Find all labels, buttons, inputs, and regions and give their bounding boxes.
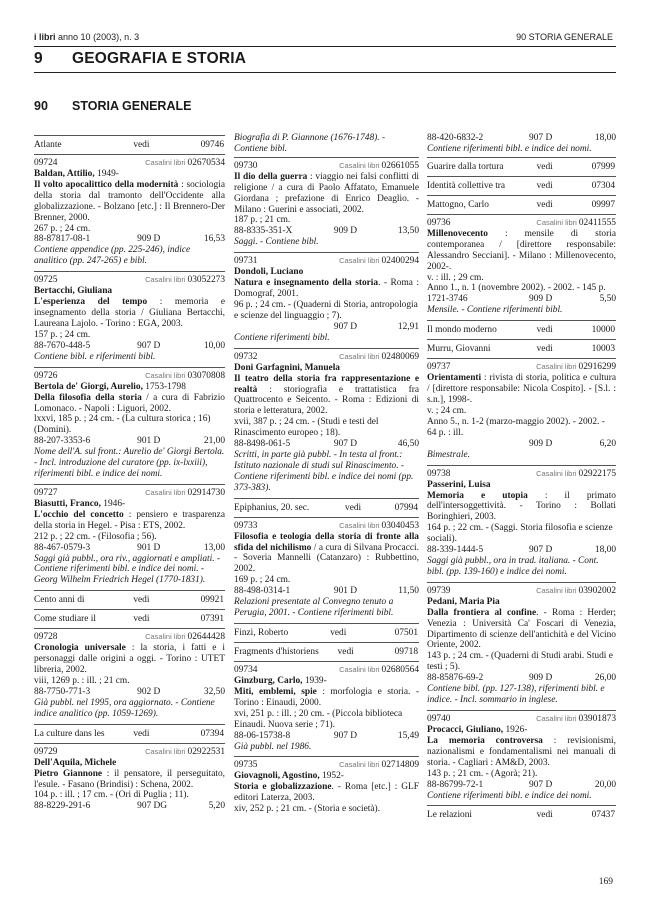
chapter-heading: 9 GEOGRAFIA E STORIA [34, 50, 247, 67]
catalog-entry: 09731 Casalini libri 02400294 Dondoli, Luciano Natura e insegnamento della storia. - Roma : Domograf, 2001. 96 p. ; 24 cm. - (Quaderni di Storia, antropologia e scienze del linguaggio ; 7). 907 D 12,91 Contiene riferimenti bibl. [234, 256, 419, 343]
catalog-entry: 09736 Casalini libri 02411555 Millenovecento : mensile di storia contemporanea / [direttore responsabile: Alessandro Secciani]. - Milano : Millenovecento, 2002-. v. : ill. ; 29 cm. Anno 1., n. 1 (novembre 2002). - 2002. - 145 p. 1721-3746 909 D 5,50 Mensile. - Contiene riferimenti bibl. [427, 217, 616, 316]
cross-reference: Come studiare il vedi 07391 [34, 614, 224, 625]
continued-note: Biografia di P. Giannone (1676-1748). - Contiene bibl. [234, 133, 386, 154]
catalog-entry: 09727 Casalini libri 02914730 Biasutti, Franco, 1946- L'occhio del concetto : pensiero e trasparenza della storia in Hegel. - Pisa : ETS, 2002. 212 p. ; 22 cm. - (Filosofia ; 56). 88-467-0579-3 901 D 13,00 Saggi già pubbl., ora riv., aggiornati e ampliati. - Contiene riferimenti bibl. e indice dei nomi. - Georg Wilhelm Friedrich Hegel (1770-1831). [34, 487, 226, 586]
column-2 [234, 133, 419, 819]
cross-reference: Fragments d'historiens vedi 09718 [234, 647, 418, 657]
catalog-entry: 09724 Casalini libri 02670534 Baldan, Attilio, 1949- Il volto apocalittico della modernità : sociologia della storia dal tramonto dell'Occidente alla globalizzazione. - Bolzano [etc.] : Il Brennero-Der Brenner, 2000. 267 p. ; 24 cm. 88-87817-08-1 909 D 16,53 Contiene appendice (pp. 225-246), indice analitico (pp. 247-265) e bibl. [34, 158, 225, 267]
catalog-entry: 09734 Casalini libri 02680564 Ginzburg, Carlo, 1939- Miti, emblemi, spie : morfologia e storia. - Torino : Einaudi, 2000. xvi, 251 p. : ill. ; 20 cm. - (Piccola biblioteca Einaudi. Nuova serie ; 71). 88-06-15738-8 907 D 15,49 Già pubbl. nel 1986. [234, 665, 419, 752]
catalog-entry: 09738 Casalini libri 02922175 Passerini, Luisa Memoria e utopia : il primato dell'intersoggettività. - Torino : Bollati Boringhieri, 2003. 164 p. ; 22 cm. - (Saggi. Storia filosofia e scienze sociali). 88-339-1444-5 907 D 18,00 Saggi già pubbl., ora in trad. italiana. - Cont. bibl. (pp. 139-160) e indice dei nomi. [427, 468, 616, 577]
cross-reference: Finzi, Roberto vedi 07501 [234, 628, 418, 638]
cross-reference: Identità collettive tra vedi 07304 [427, 180, 615, 191]
top-rule [34, 46, 616, 47]
catalog-entry: 09735 Casalini libri 02714809 Giovagnoli, Agostino, 1952- Storia e globalizzazione. - Roma [etc.] : GLF editori Laterza, 2003. xiv, 252 p. ; 21 cm. - (Storia e società). [234, 760, 419, 815]
catalog-entry: 09726 Casalini libri 03070808 Bertola de' Giorgi, Aurelio, 1753-1798 Della filosofia della storia / a cura di Fabrizio Lomonaco. - Napoli : Liguori, 2002. lxxvi, 185 p. ; 24 cm. - (La cultura storica ; 16) (Domini). 88-207-3353-6 901 D 21,00 Nome dell'A. sul front.: Aurelio de' Giorgi Bertola. - Incl. introduzione del curatore (pp. ix-lxxiii), riferimenti bibl. e indice dei nomi. [34, 370, 225, 480]
catalog-entry: 09737 Casalini libri 02916299 Orientamenti : rivista di storia, politica e cultura / [direttore responsabile: Nicola Cospito]. - [S.l. : s.n.], 1998-. v. ; 24 cm. Anno 5., n. 1-2 (marzo-maggio 2002). - 2002. - 64 p. : ill. 909 D 6,20 Bimestrale. [427, 362, 616, 460]
cross-reference: Epiphanius, 20. sec. vedi 07994 [234, 502, 418, 513]
catalog-entry: 09740 Casalini libri 03901873 Procacci, Giuliano, 1926- La memoria controversa : revisionismi, nazionalismi e fondamentalismi nei manuali di storia. - Cagliari : AM&D, 2003. 143 p. ; 21 cm. - (Agorà; 21). 88-86799-72-1 907 D 20,00 Contiene riferimenti bibl. e indice dei nomi. [427, 714, 616, 801]
catalog-entry: 09732 Casalini libri 02480069 Doni Garfagnini, Manuela Il teatro della storia fra rappresentazione e realtà : storiografia e trattatistica fra Quattrocento e Seicento. - Roma : Edizioni di storia e letteratura, 2002. xvii, 387 p. ; 24 cm. - (Studi e testi del Rinascimento europeo ; 18). 88-8498-061-5 907 D 46,50 Scritti, in parte già pubbl. - In testa al front.: Istituto nazionale di studi sul Rinascimento. - Contiene riferimenti bibl. e indice dei nomi (pp. 373-383). [234, 351, 419, 493]
cross-reference: La culture dans les vedi 07394 [34, 728, 224, 739]
catalog-entry: 09725 Casalini libri 03052273 Bertacchi, Giuliana L'esperienza del tempo : memoria e insegnamento della storia / Giuliana Bertacchi, Laureana Lajolo. - Torino : EGA, 2003. 157 p. ; 24 cm. 88-7670-448-5 907 D 10,00 Contiene bibl. e riferimenti bibl. [34, 275, 225, 362]
catalog-entry: 09730 Casalini libri 02661055 Il dio della guerra : viaggio nei falsi conflitti di religione / a cura di Paolo Affatato, Emanuele Giordana ; prefazione di Enrico Deaglio. - Milano : Guerini e associati, 2002. 187 p. ; 21 cm. 88-8335-351-X 909 D 13,50 Saggi. - Contiene bibl. [234, 160, 420, 248]
cross-reference: Il mondo moderno vedi 10000 [427, 325, 615, 336]
running-head [34, 32, 613, 44]
continued-price: 88-420-6832-2 907 D 18,00 [427, 133, 616, 143]
chapter-rule [34, 72, 616, 73]
column-3: 88-420-6832-2 907 D 18,00 Contiene riferimenti bibl. e indice dei nomi. Guarire dalla tortura vedi 07999 Identità collettive tra vedi 07304 Mattogno, Carlo vedi 09997 09736 Casalini libri 02411555 Millenovecento : mensile di storia contemporanea / [direttore responsabile: Alessandro Secciani]. - Milano : Millenovecento, 2002-. v. : ill. ; 29 cm. Anno 1., n. 1 (novembre 2002). - 2002. - 145 p. 1721-3746 909 D 5,50 Mensile. - Contiene riferimenti bibl. Il mondo moderno vedi 10000 Murru, Giovanni vedi 10003 09737 Casalini libri 02916299 Orientamenti : rivista di storia, politica e cultura / [direttore responsabile: Nicola Cospito]. - [S.l. : s.n.], 1998-. v. ; 24 cm. Anno 5., n. 1-2 (marzo-maggio 2002). - 2002. - 64 p. : ill. 909 D 6,20 Bimestrale. 09738 Casalini libri 02922175 Passerini, Luisa Memoria e utopia : il primato dell'intersoggettività. - Torino : Bollati Boringhieri, 2003. 164 p. ; 22 cm. - (Saggi. Storia filosofia e scienze sociali). 88-339-1444-5 907 D 18,00 Saggi già pubbl., ora in trad. italiana. - Cont. bibl. (pp. 139-160) e indice dei nomi. 09739 Casalini libri 03902002 Pedani, Maria Pia Dalla frontiera al confine. - Roma : Herder; Venezia : Università Ca' Foscari di Venezia, Dipartimento di scienze dell'antichità e del Vicino Oriente, 2002. 143 p. ; 24 cm. - (Quaderni di Studi arabi. Studi e testi ; 5). 88-85876-69-2 909 D 26,00 Contiene bibl. (pp. 127-138), riferimenti bibl. e indice. - Incl. sommario in inglese. 09740 Casalini libri 03901873 Procacci, Giuliano, 1926- La memoria controversa : revisionismi, nazionalismi e fondamentalismi nei manuali di storia. - Cagliari : AM&D, 2003. 143 p. ; 21 cm. - (Agorà; 21). 88-86799-72-1 907 D 20,00 Contiene riferimenti bibl. e indice dei nomi. Le relazioni vedi 07437 [427, 133, 617, 821]
column-1 [34, 133, 225, 816]
page-number: 169 [598, 877, 613, 887]
section-heading: 90 STORIA GENERALE [34, 99, 192, 113]
running-head-right: 90 STORIA GENERALE [516, 32, 613, 42]
cross-reference: Atlante vedi 09746 [34, 140, 224, 150]
cross-reference: Mattogno, Carlo vedi 09997 [427, 199, 615, 210]
cross-reference: Murru, Giovanni vedi 10003 [427, 344, 615, 355]
catalog-entry: 09729 Casalini libri 02922531 Dell'Aquila, Michele Pietro Giannone : il pensatore, il perseguitato, l'esule. - Fasano (Brindisi) : Schena, 2002. 104 p. : ill. ; 17 cm. - (Ori di Puglia ; 11). 88-8229-291-6 907 DG 5,20 [34, 746, 226, 812]
running-head-left: i libri anno 10 (2003), n. 3 [34, 32, 140, 42]
catalog-entry: 09733 Casalini libri 03040453 Filosofia e teologia della storia di fronte alla sfida del nichilismo / a cura di Silvana Procacci. - Soveria Mannelli (Catanzaro) : Rubbettino, 2002. 169 p. ; 24 cm. 88-498-0314-1 901 D 11,50 Relazioni presentate al Convegno tenuto a Perugia, 2001. - Contiene riferimenti bibl. [234, 520, 419, 619]
cross-reference: Guarire dalla tortura vedi 07999 [427, 161, 615, 172]
cross-reference: Le relazioni vedi 07437 [427, 810, 615, 821]
cross-reference: Cento anni di vedi 09921 [34, 595, 224, 606]
catalog-entry: 09739 Casalini libri 03902002 Pedani, Maria Pia Dalla frontiera al confine. - Roma : Herder; Venezia : Università Ca' Foscari di Venezia, Dipartimento di scienze dell'antichità e del Vicino Oriente, 2002. 143 p. ; 24 cm. - (Quaderni di Studi arabi. Studi e testi ; 5). 88-85876-69-2 909 D 26,00 Contiene bibl. (pp. 127-138), riferimenti bibl. e indice. - Incl. sommario in inglese. [427, 585, 617, 706]
catalog-entry: 09728 Casalini libri 02644428 Cronologia universale : la storia, i fatti e i personaggi dalle origini a oggi. - Torino : UTET libreria, 2002. viii, 1269 p. : ill. ; 21 cm. 88-7750-771-3 902 D 32,50 Già pubbl. nel 1995, ora aggiornato. - Contiene indice analitico (pp. 1059-1269). [34, 632, 225, 719]
